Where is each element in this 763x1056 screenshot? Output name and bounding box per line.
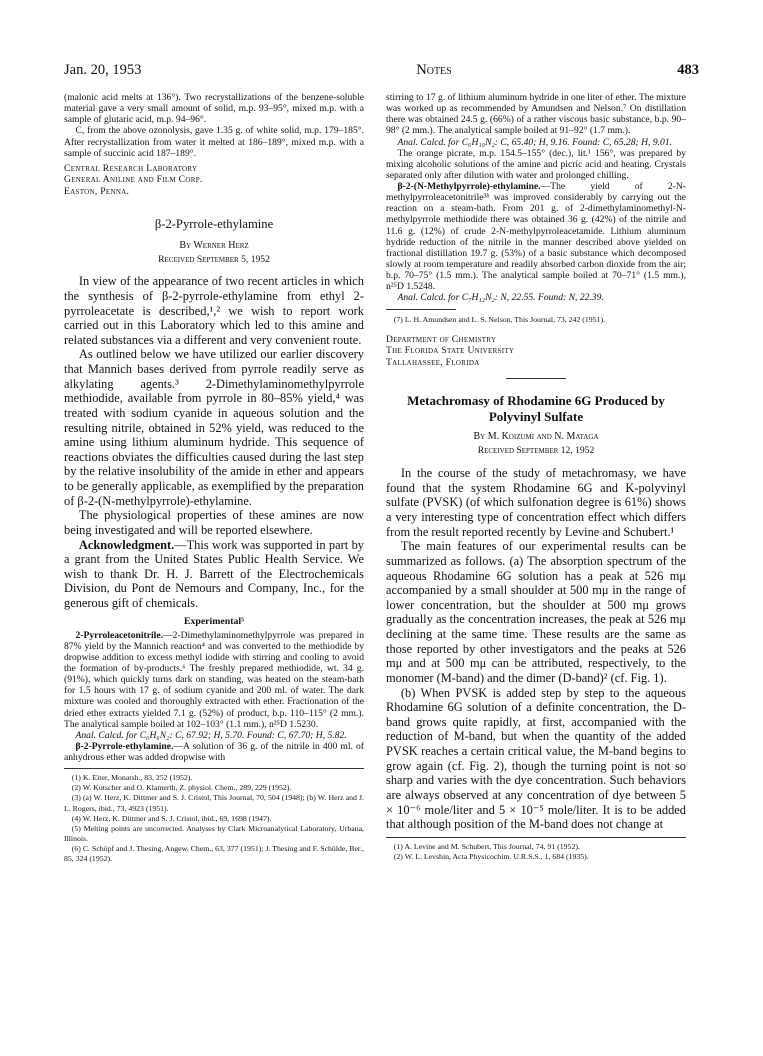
footnote: (1) K. Eiter, Monatsh., 83, 252 (1952). <box>71 773 193 783</box>
experimental-paragraph <box>64 741 364 763</box>
picrate-paragraph: The orange picrate, m.p. 154.5–155° (dec.), lit.¹ 156°, was prepared by mixing alcoholic solutions of the amine and picric acid and heating. Crystals separated only after dilution with water and prolonged chilling. <box>386 147 686 181</box>
experimental-heading: Experimental⁵ <box>183 615 245 627</box>
experimental-text: —The yield of 2-N-methylpyrroleacetonitrile³ᵇ was improved considerably by carrying out the reaction on a steam-bath. From 201 g. of 2-dimethylaminomethyl-N-methylpyrrole methiodide there was obtained 36 g. (42%) of the nitrile and 11.6 g. (12%) of crude 2-N-methylpyrroleacetamide. Lithium aluminum hydride reduction of the nitrile in the manner described above yielded on fractional distillation 19.7 g. (53%) of a basic substance which decomposed slowly at room temperature and readily absorbed carbon dioxide from the air; b.p. 70–75° (1.5 mm.). The analytical sample boiled at 70–71° (1.5 mm.), n²⁵D 1.5248. <box>386 181 686 293</box>
compound-heading: 2-Pyrroleacetonitrile. <box>75 629 163 641</box>
footnote-rule <box>386 309 456 310</box>
right-column <box>386 92 686 862</box>
acknowledgment-text: —This work was supported in part by a grant from the United States Public Health Service. We wish to thank Dr. H. J. Barrett of the Electrochemicals Division, du Pont de Nemours and Company, Inc., for the generous gift of chemicals. <box>64 537 364 610</box>
received-date: Received September 5, 1952 <box>158 254 270 266</box>
footnote: (3) (a) W. Herz, K. Dittmer and S. J. Cristol, This Journal, 70, 504 (1948); (b) W. Herz and J. L. Rogers, ibid., 73, 4923 (1951). <box>64 793 364 813</box>
affiliation-line: Central Research Laboratory <box>64 162 198 174</box>
body-paragraph: As outlined below we have utilized our earlier discovery that Mannich bases derived from pyrrole readily serve as alkylating agents.³ 2-Dimethylaminomethylpyrrole methiodide, available from pyrrole in 80–85% yield,⁴ was treated with sodium cyanide in aqueous solution and the resulting nitrile, obtained in 52% yield, was reduced to the amine using lithium aluminum hydride. This sequence of reactions obviates the difficulties caused during the last step by the relative insolubility of the amide in ether and appears to be generally applicable, as exemplified by the preparation of β-2-(N-methylpyrrole)-ethylamine. <box>64 347 364 508</box>
body-paragraph: In view of the appearance of two recent articles in which the synthesis of β-2-pyrrole-ethylamine from ethyl 2-pyrroleacetate is described,¹,² we wish to report work carried out in this Laboratory which led to this amine and related substances via a different and very convenient route. <box>64 274 364 347</box>
left-column <box>64 92 364 864</box>
footnote: (7) L. H. Amundsen and L. S. Nelson, This Journal, 73, 242 (1951). <box>393 315 606 325</box>
running-section: Notes <box>416 62 452 78</box>
affiliation-line: The Florida State University <box>386 345 515 356</box>
affiliation-block <box>64 163 364 198</box>
acknowledgment <box>64 538 364 611</box>
affiliation-block <box>386 334 686 369</box>
footnote: (5) Melting points are uncorrected. Analyses by Clark Microanalytical Laboratory, Urbana, Illinois. <box>64 823 364 843</box>
experimental-text: —A solution of 36 g. of the nitrile in 400 ml. of anhydrous ether was added dropwise with <box>64 740 364 763</box>
footnote-rule <box>386 837 686 838</box>
footnotes <box>64 773 364 864</box>
page-number: 483 <box>677 62 699 78</box>
body-paragraph: (b) When PVSK is added step by step to the aqueous Rhodamine 6G solution of a definite concentration, the D-band grows quite rapidly, at first, accompanied with the reduction of M-band, but when the quantity of the added PVSK reaches a certain critical value, the M-band begins to grow again (cf. Fig. 2), though the turning point is not so sharp and varies with the dye concentration. Such behaviors are always observed at any concentration of dye between 5 × 10⁻⁶ mole/liter and 5 × 10⁻⁵ mole/liter. It is to be added that although position of the M-band does not change at <box>386 685 686 832</box>
affiliation-line: Tallahassee, Florida <box>386 356 480 368</box>
article-author: By Werner Herz <box>179 240 249 252</box>
article-title: β-2-Pyrrole-ethylamine <box>154 217 274 232</box>
article-authors: By M. Koizumi and N. Mataga <box>473 431 599 443</box>
experimental-paragraph <box>386 181 686 292</box>
experimental-text: —2-Dimethylaminomethylpyrrole was prepared in 87% yield by the Mannich reaction⁴ and was converted to the methiodide by dropwise addition to excess methyl iodide with stirring and cooling to avoid the formation of by-products.⁶ The freshly prepared methiodide, wt. 34 g. (91%), which quickly turns dark on standing, was heated on the steam-bath for 1.5 hours with 17 g. of sodium cyanide and 200 ml. of water. The dark mixture was cooled and thoroughly extracted with ether. Fractionation of the dried ether extracts yielded 7.1 g. (52%) of product, b.p. 110–115° (2 mm.). The analytical sample boiled at 102–103° (1.1 mm.), n²⁵D 1.5230. <box>64 629 364 730</box>
analysis-line: Anal. Calcd. for C₆H₁₀N₂: C, 65.40; H, 9.16. Found: C, 65.28; H, 9.01. <box>397 136 673 148</box>
analysis-line: Anal. Calcd. for C₇H₁₂N₂: N, 22.55. Found: N, 22.39. <box>397 292 604 304</box>
experimental-paragraph <box>64 630 364 730</box>
prev-article-text: (malonic acid melts at 136°). Two recrystallizations of the benzene-soluble material gave a very small amount of solid, m.p. 93–95°, mixed m.p. with a sample of glutaric acid, m.p. 94–96°. <box>64 92 364 126</box>
article-separator <box>506 378 566 379</box>
body-paragraph: The main features of our experimental results can be summarized as follows. (a) The absorption spectrum of the aqueous Rhodamine 6G solution has a peak at 526 mμ accompanied by a small shoulder at 500 mμ in the range of lower concentration, but the shoulder at 500 mμ grows gradually as the concentration increases, the peak at 526 mμ declining at the same time. These results are the same as those reported by other investigators and the peaks at 526 mμ and at 500 mμ can be attributed, respectively, to the monomer (M-band) and the dimer (D-band)² (cf. Fig. 1). <box>386 539 686 685</box>
prev-article-text-2: C, from the above ozonolysis, gave 1.35 g. of white solid, m.p. 179–185°. After recrystallization from water it melted at 186–189°, mixed m.p. with a sample of succinic acid 187–189°. <box>64 125 364 159</box>
compound-heading: β-2-(N-Methylpyrrole)-ethylamine. <box>397 181 541 192</box>
running-date: Jan. 20, 1953 <box>64 62 142 78</box>
acknowledgment-heading: Acknowledgment. <box>78 537 175 552</box>
footnote: (1) A. Levine and M. Schubert, This Journal, 74, 91 (1952). <box>393 841 580 851</box>
experimental-continuation: stirring to 17 g. of lithium aluminum hydride in one liter of ether. The mixture was worked up as recommended by Amundsen and Nelson.⁷ On distillation there was obtained 24.5 g. (66%) of a rather viscous basic substance, b.p. 90–98° (2 mm.). The analytical sample boiled at 91–92° (1.7 mm.). <box>386 92 686 137</box>
affiliation-line: Department of Chemistry <box>386 333 497 345</box>
footnote-rule <box>64 768 364 769</box>
footnote: (4) W. Herz, K. Dittmer and S. J. Cristol, ibid., 69, 1698 (1947). <box>71 813 272 823</box>
compound-heading: β-2-Pyrrole-ethylamine. <box>75 740 174 752</box>
affiliation-line: Easton, Penna. <box>64 185 130 197</box>
received-date: Received September 12, 1952 <box>477 445 595 457</box>
body-paragraph: The physiological properties of these amines are now being investigated and will be reported elsewhere. <box>64 508 364 537</box>
analysis-line: Anal. Calcd. for C₆H₆N₂: C, 67.92; H, 5.70. Found: C, 67.70; H, 5.82. <box>75 729 347 741</box>
body-paragraph: In the course of the study of metachromasy, we have found that the system Rhodamine 6G and K-polyvinyl sulfate (PVSK) (of which sulfonation degree is 61%) shows a very interesting type of concentration effect which differs from the result reported recently by Levine and Schubert.¹ <box>386 466 686 539</box>
footnote: (6) C. Schöpf and J. Thesing, Angew. Chem., 63, 377 (1951); J. Thesing and F. Schülde, Ber., 85, 324 (1952). <box>64 844 364 864</box>
footnote: (2) W. Kutscher and O. Klamerth, Z. physiol. Chem., 289, 229 (1952). <box>71 783 292 793</box>
article-title: Metachromasy of Rhodamine 6G Produced by Polyvinyl Sulfate <box>407 393 665 424</box>
affiliation-line: General Aniline and Film Corp. <box>64 174 203 186</box>
footnote: (2) W. L. Levshin, Acta Physicochim. U.R.S.S., 1, 684 (1935). <box>393 851 589 861</box>
